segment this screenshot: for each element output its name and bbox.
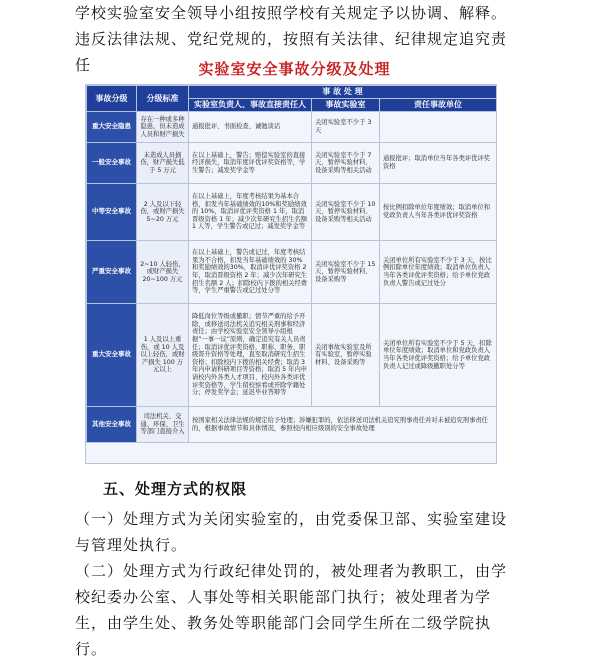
- row-level: 严重安全事故: [87, 241, 137, 304]
- row-standard: 2~10 人轻伤，或财产损失 20~100 万元: [137, 241, 189, 304]
- row-level: 其他安全事故: [87, 407, 137, 443]
- row-unit: 通报批评；取消单位当年各类评优评奖资格: [380, 143, 497, 184]
- accident-table: [85, 84, 497, 464]
- header-person: 实验室负责人、事故直接责任人: [189, 99, 312, 112]
- section-heading: 五、处理方式的权限: [103, 480, 248, 498]
- table-row: [87, 112, 497, 143]
- row-lab: 关闭实验室不少于 3 天: [312, 112, 380, 143]
- row-person: 通报批评、书面检查、诫勉谈话: [189, 112, 312, 143]
- row-level: 重大安全隐患: [87, 112, 137, 143]
- table-title: 实验室安全事故分级及处理: [198, 60, 391, 78]
- header-unit: 责任事故单位: [380, 99, 497, 112]
- section-paragraph-2: （二）处理方式为行政纪律处罚的，被处理者为教职工，由学校纪委办公室、人事处等相关职能部门执行；被处理者为学生，由学生处、教务处等职能部门会同学生所在二级学院执行。: [75, 562, 508, 658]
- row-unit: 关闭单位所有实验室不少于 3 天，按比例扣除单位年度绩效；取消单位负责人当年各类评优评奖资格；给予单位党政负责人警告或记过处分: [380, 241, 497, 304]
- row-person: 降低岗位等级或撤职；情节严重的给予开除，或移送司法机关追究相关刑事和经济责任；由学校实验室安全领导小组根据“一事一议”原则，确定追究有关人员责任；取消评优评奖资格，职称、职务、职级晋升资格等处理，直至取消研究生招生资格；扣除校内下拨的相关经费；取消 3 年内申请科研项目等资格；取消 5 年内申请校内外各类人才项目、校内外各类评优评奖资格等，学生留校察看或开除学籍处分；停发奖学金；延迟毕业答辩等: [189, 304, 312, 407]
- header-level: 事故分级: [87, 86, 137, 112]
- row-standard: 司法机关、交通、环保、卫生等部门直接介入: [137, 407, 189, 443]
- table-row: [87, 304, 497, 407]
- row-lab: 关闭实验室不少于 7 天，暂停实验材料、设备采购等相关活动: [312, 143, 380, 184]
- header-treatment: 事 故 处 理: [189, 86, 497, 99]
- table-row: [87, 184, 497, 241]
- row-person: 按国家相关法律法规的规定给予处理；涉嫌犯罪的，依法移送司法机关追究刑事责任并对未被追究刑事责任的，根据事故情节和具体情况，参照校内相应级别的安全事故处理: [189, 407, 497, 443]
- row-person: 在以上基础上，警告；赔偿实验室的直接经济损失，取消年度评优评奖资格等，学生警告；减发奖学金等: [189, 143, 312, 184]
- row-lab: 关闭实验室不少于 10 天，暂停实验材料、设备采购等相关活动: [312, 184, 380, 241]
- row-level: 一般安全事故: [87, 143, 137, 184]
- table-row: [87, 407, 497, 443]
- row-level: 中等安全事故: [87, 184, 137, 241]
- row-person: 在以上基础上，年度考核结果为基本合格，扣发当年基础绩效的10%和奖励绩效的 10%，取消评优评奖资格 1 年，取消晋级资格 1 年；减少次年研究生招生名额 1 人等，学生警告或记过；减发奖学金等: [189, 184, 312, 241]
- row-person: 在以上基础上，警告或记过，年度考核结果为不合格，扣发当年基础绩效的 30%和奖励绩效的30%，取消评优评奖资格 2 年，取消晋级资格 2 年；减少次年研究生招生名额 2 人；扣除校内下拨的相关经费等，学生严重警告或记过处分等: [189, 241, 312, 304]
- row-standard: 1 人及以上重伤，或 10 人及以上轻伤，或财产损失 100 万元以上: [137, 304, 189, 407]
- row-unit: 关闭单位所有实验室不少于 5 天，扣除单位年度绩效；取消单位和党政负责人当年各类评优评奖资格；给予单位党政负责人记过或降级撤职处分等: [380, 304, 497, 407]
- header-lab: 事故实验室: [312, 99, 380, 112]
- row-lab: 关闭实验室不少于 15 天，暂停实验材料、设备采购等: [312, 241, 380, 304]
- header-standard: 分级标准: [137, 86, 189, 112]
- intro-paragraph: 学校实验室安全领导小组按照学校有关规定予以协调、解释。违反法律法规、党纪党规的，按照有关法律、纪律规定追究责任: [75, 4, 508, 74]
- row-standard: 未造成人员损伤，财产损失低于 5 万元: [137, 143, 189, 184]
- row-unit: 按比例扣除单位年度绩效；取消单位和党政负责人当年各类评优评奖资格: [380, 184, 497, 241]
- row-standard: 存在一种或多种隐患，但未造成人员和财产损失: [137, 112, 189, 143]
- row-standard: 2 人及以下轻伤，或财产损失 5~20 万元: [137, 184, 189, 241]
- row-level: 重大安全事故: [87, 304, 137, 407]
- row-lab: 关闭事故实验室及所有实验室，暂停实验材料、设备采购等: [312, 304, 380, 407]
- table-row: [87, 143, 497, 184]
- section-paragraph-1: （一）处理方式为关闭实验室的，由党委保卫部、实验室建设与管理处执行。: [75, 510, 508, 554]
- table-row: [87, 241, 497, 304]
- row-unit: [380, 112, 497, 143]
